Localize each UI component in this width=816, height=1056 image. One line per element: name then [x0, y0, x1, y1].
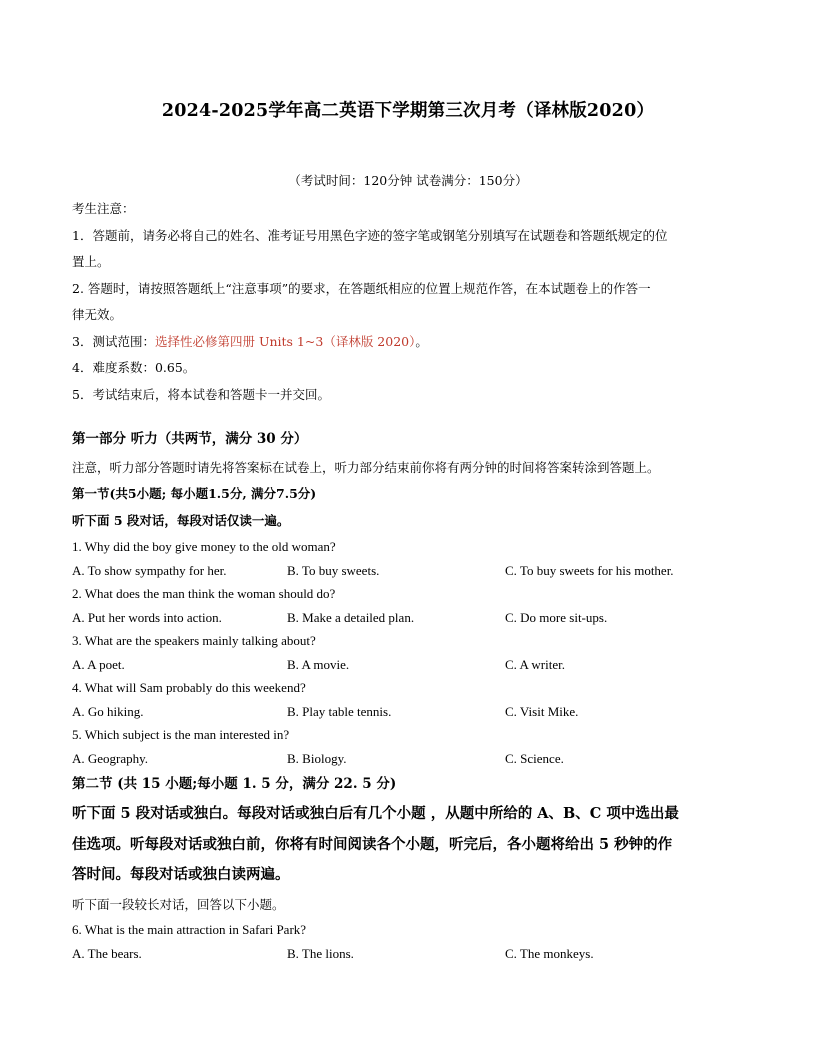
- section1-heading: 第一节(共5小题; 每小题1.5分, 满分7.5分): [72, 486, 317, 501]
- question-5-option-b: B. Biology.: [287, 751, 347, 766]
- section2-instruction-line-1: 听下面 5 段对话或独白。每段对话或独白后有几个小题 ，从题中所给的 A、B、C 项中选出最: [72, 805, 679, 822]
- question-4-stem: 4. What will Sam probably do this weekend?: [72, 680, 306, 695]
- notice-item-1-line-2: 置上。: [72, 254, 110, 269]
- question-3-option-b: B. A movie.: [287, 657, 350, 672]
- question-2-option-c: C. Do more sit-ups.: [505, 610, 608, 625]
- section2-instruction-line-2: 佳选项。听每段对话或独白前，你将有时间阅读各个小题，听完后，各小题将给出 5 秒钟的作: [72, 836, 673, 853]
- section2-instruction-line-3: 答时间。每段对话或独白读两遍。: [72, 866, 290, 883]
- notice-item-3-suffix: 。: [415, 334, 428, 349]
- notice-item-5: 5．考试结束后，将本试卷和答题卡一并交回。: [72, 387, 330, 402]
- question-2-option-a: A. Put her words into action.: [72, 610, 222, 625]
- question-6-option-c: C. The monkeys.: [505, 946, 594, 961]
- question-3-option-a: A. A poet.: [72, 657, 125, 672]
- section2-heading: 第二节 (共 15 小题;每小题 1. 5 分，满分 22. 5 分): [72, 776, 397, 792]
- question-6-stem: 6. What is the main attraction in Safari Park?: [72, 922, 307, 937]
- notice-heading: 考生注意：: [72, 201, 135, 216]
- notice-item-2-line-2: 律无效。: [72, 307, 123, 322]
- question-5-option-c: C. Science.: [505, 751, 564, 766]
- question-1-stem: 1. Why did the boy give money to the old woman?: [72, 539, 336, 554]
- notice-item-1-line-1: 1．答题前，请务必将自己的姓名、准考证号用黑色字迹的签字笔或钢笔分别填写在试题卷和答题纸规定的位: [72, 228, 668, 243]
- part1-note: 注意，听力部分答题时请先将答案标在试卷上，听力部分结束前你将有两分钟的时间将答案转涂到答题上。: [72, 460, 660, 475]
- section2-sub-instruction: 听下面一段较长对话，回答以下小题。: [72, 897, 285, 912]
- notice-item-2-line-1: 2. 答题时，请按照答题纸上“注意事项”的要求，在答题纸相应的位置上规范作答，在本试题卷上的作答一: [72, 281, 651, 296]
- section1-instruction: 听下面 5 段对话，每段对话仅读一遍。: [72, 513, 290, 528]
- question-5-option-a: A. Geography.: [72, 751, 149, 766]
- part1-heading: 第一部分 听力（共两节，满分 30 分）: [72, 431, 308, 447]
- notice-item-3-prefix: 3．测试范围：: [72, 334, 155, 349]
- page-title: 2024-2025学年高二英语下学期第三次月考（译林版2020）: [161, 101, 655, 121]
- question-4-option-b: B. Play table tennis.: [287, 704, 392, 719]
- notice-item-3: [72, 334, 428, 350]
- notice-item-4: 4．难度系数：0.65。: [72, 360, 196, 375]
- question-4-option-c: C. Visit Mike.: [505, 704, 579, 719]
- question-5-stem: 5. Which subject is the man interested in?: [72, 727, 290, 742]
- question-1-option-b: B. To buy sweets.: [287, 563, 380, 578]
- notice-item-3-range: 选择性必修第四册 Units 1~3（译林版 2020）: [154, 334, 416, 349]
- question-3-option-c: C. A writer.: [505, 657, 565, 672]
- exam-info: （考试时间：120分钟 试卷满分：150分）: [288, 173, 528, 188]
- question-3-stem: 3. What are the speakers mainly talking about?: [72, 633, 316, 648]
- question-2-stem: 2. What does the man think the woman should do?: [72, 586, 336, 601]
- question-6-option-a: A. The bears.: [72, 946, 142, 961]
- question-2-option-b: B. Make a detailed plan.: [287, 610, 415, 625]
- question-1-option-a: A. To show sympathy for her.: [72, 563, 227, 578]
- question-1-option-c: C. To buy sweets for his mother.: [505, 563, 674, 578]
- question-6-option-b: B. The lions.: [287, 946, 354, 961]
- question-4-option-a: A. Go hiking.: [72, 704, 144, 719]
